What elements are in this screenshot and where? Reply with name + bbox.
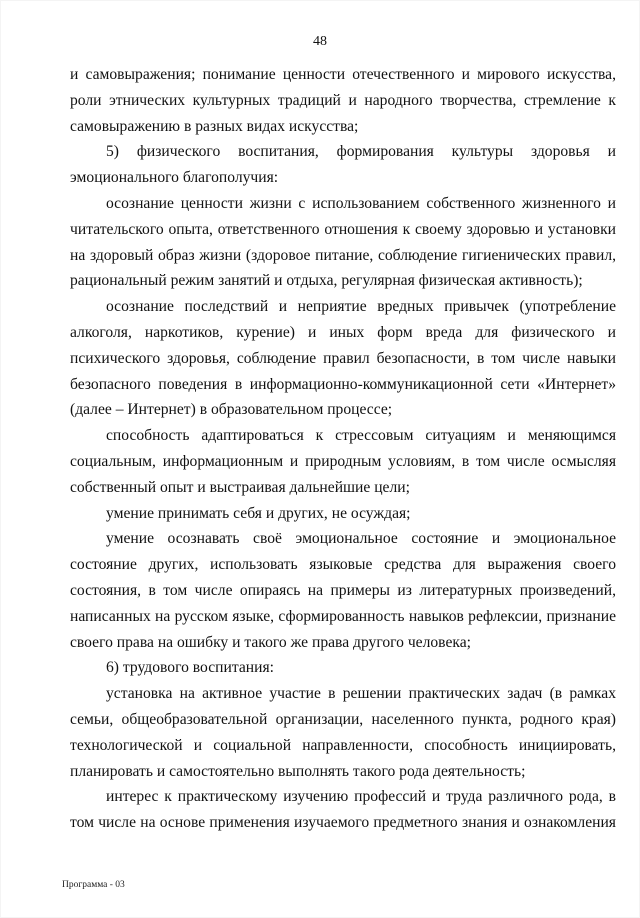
- body-text: [70, 62, 616, 836]
- paragraph-labor-education-heading: 6) трудового воспитания:: [106, 659, 274, 677]
- paragraph-stress-adaptation: способность адаптироваться к стрессовым ситуациям и меняющимся социальным, информационным и природным условиям, в том числе осмысляя собственный опыт и выстраивая дальнейшие цели;: [70, 427, 616, 496]
- paragraph-self-acceptance: умение принимать себя и других, не осуждая;: [106, 504, 411, 522]
- paragraph-emotional-awareness: умение осознавать своё эмоциональное состояние и эмоциональное состояние других, использовать языковые средства для выражения своего состояния, в том числе опираясь на примеры из литературных произведений, написанных на русском языке, сформированность навыков рефлексии, признание своего права на ошибку и такого же права другого человека;: [70, 530, 616, 651]
- paragraph-profession-interest: интерес к практическому изучению профессий и труда различного рода, в том числе на основе применения изучаемого предметного знания и ознакомления: [70, 788, 616, 832]
- page-number: 48: [313, 34, 327, 49]
- paragraph-art-continuation: и самовыражения; понимание ценности отечественного и мирового искусства, роли этнических культурных традиций и народного творчества, стремление к самовыражению в разных видах искусства;: [70, 66, 616, 135]
- paragraph-physical-education-heading: 5) физического воспитания, формирования культуры здоровья и эмоционального благополучия:: [70, 143, 616, 187]
- paragraph-active-participation: установка на активное участие в решении практических задач (в рамках семьи, общеобразовательной организации, населенного пункта, родного края) технологической и социальной направленности, способность инициировать, планировать и самостоятельно выполнять такого рода деятельность;: [70, 685, 616, 780]
- paragraph-value-of-life: осознание ценности жизни с использованием собственного жизненного и читательского опыта, ответственного отношения к своему здоровью и установки на здоровый образ жизни (здоровое питание, соблюдение гигиенических правил, рациональный режим занятий и отдыха, регулярная физическая активность);: [70, 194, 616, 290]
- page-footer: Программа - 03: [62, 880, 125, 890]
- paragraph-harmful-habits: осознание последствий и неприятие вредных привычек (употребление алкоголя, наркотиков, курение) и иных форм вреда для физического и психического здоровья, соблюдение правил безопасности, в том числе навыки безопасного поведения в информационно-коммуникационной сети «Интернет» (далее – Интернет) в образовательном процессе;: [70, 298, 616, 419]
